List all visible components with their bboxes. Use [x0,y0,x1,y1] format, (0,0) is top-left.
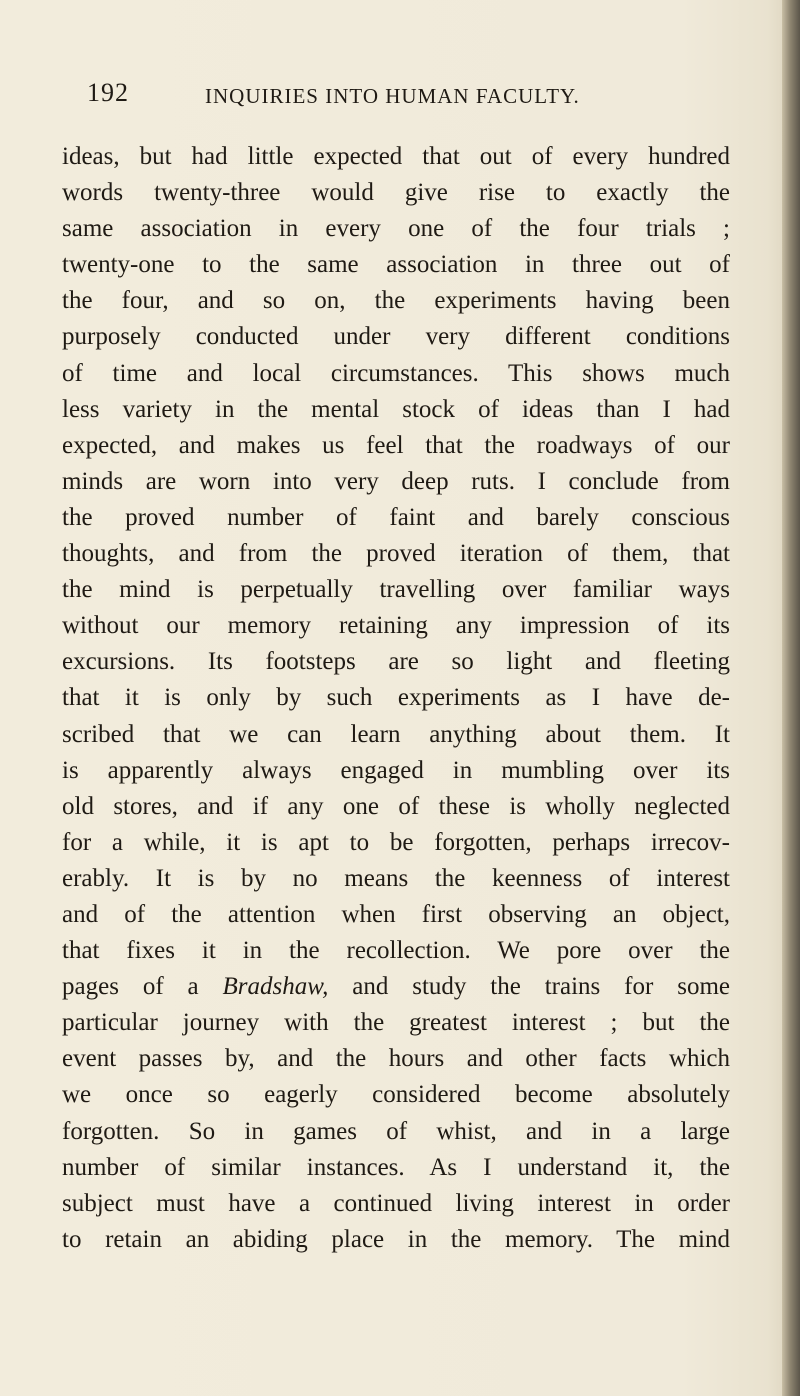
text-line: for a while, it is apt to be forgotten, perhaps irrecov- [62,828,730,856]
text-fragment: pages of a [62,973,223,1001]
text-line: of time and local circumstances. This shows much [62,359,730,387]
text-line: that it is only by such experiments as I have de- [62,684,730,712]
text-line: without our memory retaining any impression of its [62,612,730,640]
text-line: the four, and so on, the experiments having been [62,287,730,315]
text-line: expected, and makes us feel that the roadways of our [62,431,730,459]
italic-title: Bradshaw, [222,973,329,1001]
text-line: particular journey with the greatest interest ; but the [62,1009,730,1037]
text-line: same association in every one of the four trials ; [62,215,730,243]
running-head: INQUIRIES INTO HUMAN FACULTY. [205,84,580,108]
text-line: and of the attention when first observing an object, [62,900,730,928]
page-number: 192 [87,78,129,107]
text-line: the mind is perpetually travelling over familiar ways [62,576,730,604]
text-line: twenty-one to the same association in three out of [62,251,730,279]
text-line: event passes by, and the hours and other facts which [62,1045,730,1073]
text-line: minds are worn into very deep ruts. I conclude from [62,467,730,495]
text-line: forgotten. So in games of whist, and in a large [62,1117,730,1145]
text-line: erably. It is by no means the keenness of interest [62,864,730,892]
text-line: the proved number of faint and barely conscious [62,503,730,531]
text-line: less variety in the mental stock of ideas than I had [62,395,730,423]
text-line: subject must have a continued living interest in order [62,1189,730,1217]
text-line: excursions. Its footsteps are so light and fleeting [62,648,730,676]
text-line: old stores, and if any one of these is wholly neglected [62,792,730,820]
text-line: to retain an abiding place in the memory. The mind [62,1225,730,1253]
text-line: purposely conducted under very different conditions [62,323,730,351]
text-line: scribed that we can learn anything about them. It [62,720,730,748]
body-text [62,139,730,1258]
page-edge-shadow [782,0,800,1396]
page-header [87,72,727,116]
text-line: thoughts, and from the proved iteration of them, that [62,540,730,568]
text-line: ideas, but had little expected that out of every hundred [62,143,730,170]
text-fragment: and study the trains for some [328,973,730,1001]
text-line: that fixes it in the recollection. We pore over the [62,937,730,965]
text-line: is apparently always engaged in mumbling over its [62,756,730,784]
text-line-with-italic [62,969,730,1005]
text-line: number of similar instances. As I understand it, the [62,1153,730,1181]
text-line: we once so eagerly considered become absolutely [62,1081,730,1109]
text-line: words twenty-three would give rise to exactly the [62,179,730,207]
